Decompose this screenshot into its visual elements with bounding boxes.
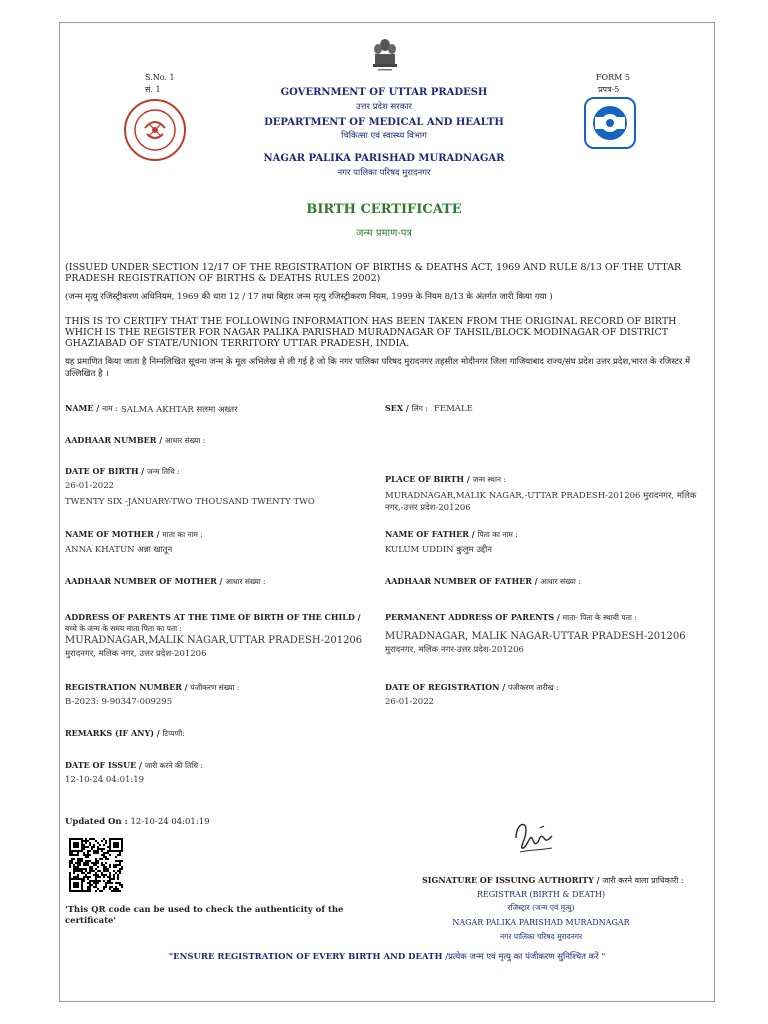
dob-label: DATE OF BIRTH / जन्म तिथि : [65, 466, 180, 476]
nagar-palika-title: NAGAR PALIKA PARISHAD MURADNAGAR [263, 153, 505, 164]
department-title-hindi: चिकित्सा एवं स्वास्थ्य विभाग [341, 131, 427, 141]
footer-slogan: "ENSURE REGISTRATION OF EVERY BIRTH AND DEATH /प्रत्येक जन्म एवं मृत्यु का पंजीकरण सुनिश्चित करें " [168, 952, 606, 962]
date-of-issue-value: 12-10-24 04:01:19 [65, 775, 145, 785]
registrar-office-hindi: नगर पालिका परिषद मुरादनगर [499, 932, 583, 941]
registration-number-label: REGISTRATION NUMBER / पंजीकरण संख्या : [65, 682, 240, 692]
form-number: FORM 5 [596, 73, 630, 82]
father-label: NAME OF FATHER / पिता का नाम : [385, 529, 518, 539]
pob-value-line1: MURADNAGAR,MALIK NAGAR,-UTTAR PRADESH-201206 मुरादनगर, मलिक [385, 491, 697, 501]
registration-number-value: B-2023: 9-90347-009295 [65, 697, 173, 707]
issued-under-text-hindi: (जन्म मृत्यु रजिस्ट्रीकरण अधिनियम, 1969 की धारा 12 / 17 तथा बिहार जन्म मृत्यु रजिस्ट्रीकरण नियम, 1999 के नियम 8/13 के अंतर्गत जारी किया गया ) [65, 292, 553, 302]
date-of-issue-label: DATE OF ISSUE / जारी करने की तिथि : [65, 760, 203, 770]
mother-value: ANNA KHATUN अन्ना खातून [65, 545, 173, 555]
registrar-office: NAGAR PALIKA PARISHAD MURADNAGAR [452, 918, 630, 927]
qr-code[interactable] [69, 838, 123, 892]
mother-label: NAME OF MOTHER / माता का नाम : [65, 529, 203, 539]
pob-value-line2: नगर,-उत्तर प्रदेश-201206 [385, 503, 471, 513]
nagar-palika-title-hindi: नगर पालिका परिषद मुरादनगर [337, 168, 431, 178]
department-title: DEPARTMENT OF MEDICAL AND HEALTH [264, 117, 504, 128]
updated-on: Updated On : 12-10-24 04:01:19 [65, 817, 210, 827]
address-at-birth-label: ADDRESS OF PARENTS AT THE TIME OF BIRTH OF THE CHILD / [65, 612, 361, 622]
government-title-hindi: उत्तर प्रदेश सरकार [356, 102, 412, 112]
remarks-label: REMARKS (IF ANY) / टिप्पणी: [65, 728, 185, 738]
signature-image [510, 812, 558, 860]
name-value: SALMA AKHTAR सलमा अख्तर [121, 405, 238, 415]
dob-value: 26-01-2022 [65, 481, 115, 491]
address-at-birth-value-line2: मुरादनगर, मलिक नगर, उत्तर प्रदेश-201206 [65, 649, 207, 659]
address-at-birth-value-line1: MURADNAGAR,MALIK NAGAR,UTTAR PRADESH-201206 [65, 635, 363, 646]
certificate-title-hindi: जन्म प्रमाण-पत्र [356, 228, 412, 239]
registration-date-label: DATE OF REGISTRATION / पंजीकरण तारीख : [385, 682, 559, 692]
permanent-address-value-line2: मुरादनगर, मलिक नगर-उत्तर प्रदेश-201206 [385, 645, 524, 655]
signature-label: SIGNATURE OF ISSUING AUTHORITY / जारी करने वाला प्राधिकारी : [422, 875, 684, 885]
pob-label: PLACE OF BIRTH / जन्म स्थान : [385, 474, 506, 484]
certify-text: THIS IS TO CERTIFY THAT THE FOLLOWING INFORMATION HAS BEEN TAKEN FROM THE ORIGINAL RECORD OF BIRTH WHICH IS THE REGISTER FOR NAGAR PALIKA PARISHAD MURADNAGAR OF TAHSIL/BLOCK MODINAGAR OF DISTRICT GHAZIABAD OF STATE/UNION TERRITORY UTTAR PRADESH, INDIA. [65, 316, 677, 349]
aadhaar-mother-label: AADHAAR NUMBER OF MOTHER / आधार संख्या : [65, 576, 266, 586]
registrar-title-hindi: रजिस्ट्रार (जन्म एवं मृत्यु) [507, 903, 575, 912]
certificate-title: BIRTH CERTIFICATE [306, 202, 462, 217]
serial-number: S.No. 1 [145, 73, 175, 82]
sex-label: SEX / लिंग : [385, 403, 428, 413]
sex-value: FEMALE [434, 404, 473, 414]
dob-words: TWENTY SIX -JANUARY-TWO THOUSAND TWENTY TWO [65, 497, 315, 507]
national-emblem-icon [370, 36, 400, 80]
father-value: KULUM UDDIN कुलुम उद्दीन [385, 545, 493, 555]
permanent-address-value-line1: MURADNAGAR, MALIK NAGAR-UTTAR PRADESH-201206 [385, 631, 686, 642]
issued-under-text: (ISSUED UNDER SECTION 12/17 OF THE REGISTRATION OF BIRTHS & DEATHS ACT, 1969 AND RULE 8/13 OF THE UTTAR PRADESH REGISTRATION OF BIRTHS & DEATHS RULES 2002) [65, 262, 682, 284]
serial-number-hindi: सं. 1 [145, 85, 161, 94]
qr-note: 'This QR code can be used to check the authenticity of the certificate' [65, 905, 344, 926]
registration-date-value: 26-01-2022 [385, 697, 435, 707]
aadhaar-father-label: AADHAAR NUMBER OF FATHER / आधार संख्या : [385, 576, 581, 586]
aadhaar-label: AADHAAR NUMBER / आधार संख्या : [65, 435, 206, 445]
address-at-birth-label-hindi: बच्चे के जन्म के समय माता पिता का पता : [65, 624, 182, 633]
name-label: NAME / नाम : [65, 403, 118, 413]
form-number-hindi: प्रपत्र-5 [598, 85, 620, 94]
permanent-address-label: PERMANENT ADDRESS OF PARENTS / माता- पिता के स्थायी पता : [385, 612, 637, 622]
birth-death-registration-logo [584, 97, 636, 149]
registrar-title: REGISTRAR (BIRTH & DEATH) [476, 890, 606, 899]
up-government-seal [123, 98, 187, 162]
government-title: GOVERNMENT OF UTTAR PRADESH [280, 87, 488, 98]
certify-text-hindi: यह प्रमाणित किया जाता है निम्नलिखित सूचना जन्म के मूल अभिलेख से ली गई है जो कि नगर पालिका परिषद मुरादनगर तहसील मोदीनगर जिला गाजियाबाद राज्य/संघ प्रदेश उत्तर प्रदेश,भारत के रजिस्टर में उल्लिखित है । [65, 357, 691, 379]
